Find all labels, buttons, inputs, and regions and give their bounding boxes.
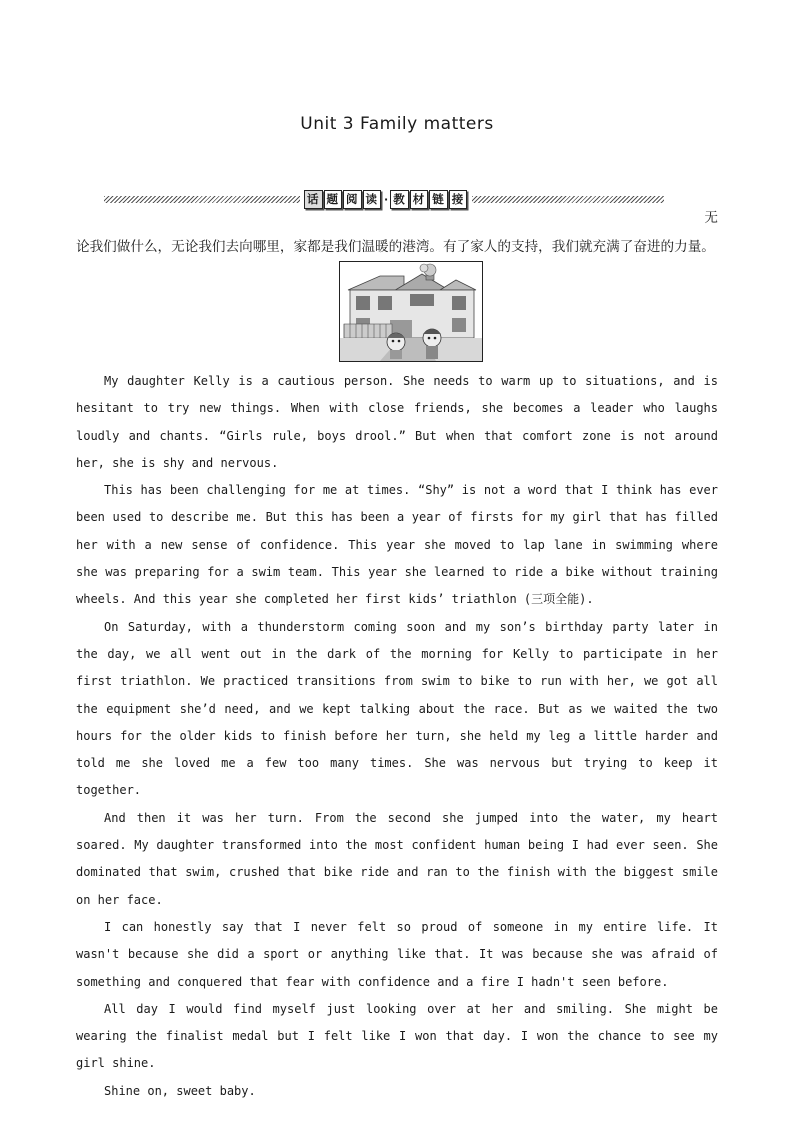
banner-hatch-left <box>104 196 300 203</box>
banner-chip: 材 <box>410 190 429 209</box>
banner-separator: · <box>384 192 389 206</box>
banner-chip: 阅 <box>343 190 362 209</box>
article-paragraph: Shine on, sweet baby. <box>104 1083 256 1098</box>
intro-text: 论我们做什么，无论我们去向哪里，家都是我们温暖的港湾。有了家人的支持，我们就充满了奋进的力量。 <box>76 239 715 255</box>
intro-paragraph <box>76 204 718 262</box>
banner-chip: 接 <box>449 190 468 209</box>
banner-chip: 读 <box>363 190 382 209</box>
banner-chip: 链 <box>429 190 448 209</box>
intro-first-char: 无 <box>702 210 718 226</box>
article-body <box>76 368 718 1105</box>
banner-chip: 教 <box>390 190 409 209</box>
house-illustration-icon <box>339 261 483 362</box>
article-paragraph: On Saturday, with a thunderstorm coming soon and my son’s birthday party later in the day, we all went out in the dark of the morning for Kelly to participate in her first triathlon. We practiced transitions from swim to bike to run with her, we got all the equipment she’d need, and we kept talking about the race. But as we waited the two hours for the older kids to finish before her turn, she held my leg a little harder and told me she loved me a few too many times. She was nervous but trying to keep it together. <box>76 619 718 798</box>
banner-chip: 话 <box>304 190 323 209</box>
article-paragraph: All day I would find myself just looking over at her and smiling. She might be wearing the finalist medal but I felt like I won that day. I won the chance to see my girl shine. <box>76 1001 718 1071</box>
page-title: Unit 3 Family matters <box>300 114 494 134</box>
article-paragraph: This has been challenging for me at times. “Shy” is not a word that I think has ever been used to describe me. But this has been a year of firsts for my girl that has filled her with a new sense of confidence. This year she moved to lap lane in swimming where she was preparing for a swim team. This year she learned to ride a bike without training wheels. And this year she completed her first kids’ triathlon (三项全能). <box>76 483 718 607</box>
article-paragraph: I can honestly say that I never felt so proud of someone in my entire life. It wasn't because she did a sport or anything like that. It was because she was afraid of something and conquered that fear with confidence and a fire I hadn't seen before. <box>76 919 718 989</box>
banner-hatch-right <box>472 196 664 203</box>
banner-chip: 题 <box>324 190 343 209</box>
article-paragraph: My daughter Kelly is a cautious person. She needs to warm up to situations, and is hesitant to try new things. When with close friends, she becomes a leader who laughs loudly and chants. “Girls rule, boys drool.” But when that comfort zone is not around her, she is shy and nervous. <box>76 374 718 470</box>
article-paragraph: And then it was her turn. From the second she jumped into the water, my heart soared. My daughter transformed into the most confident human being I had ever seen. She dominated that swim, crushed that bike ride and ran to the finish with the biggest smile on her face. <box>76 810 718 907</box>
